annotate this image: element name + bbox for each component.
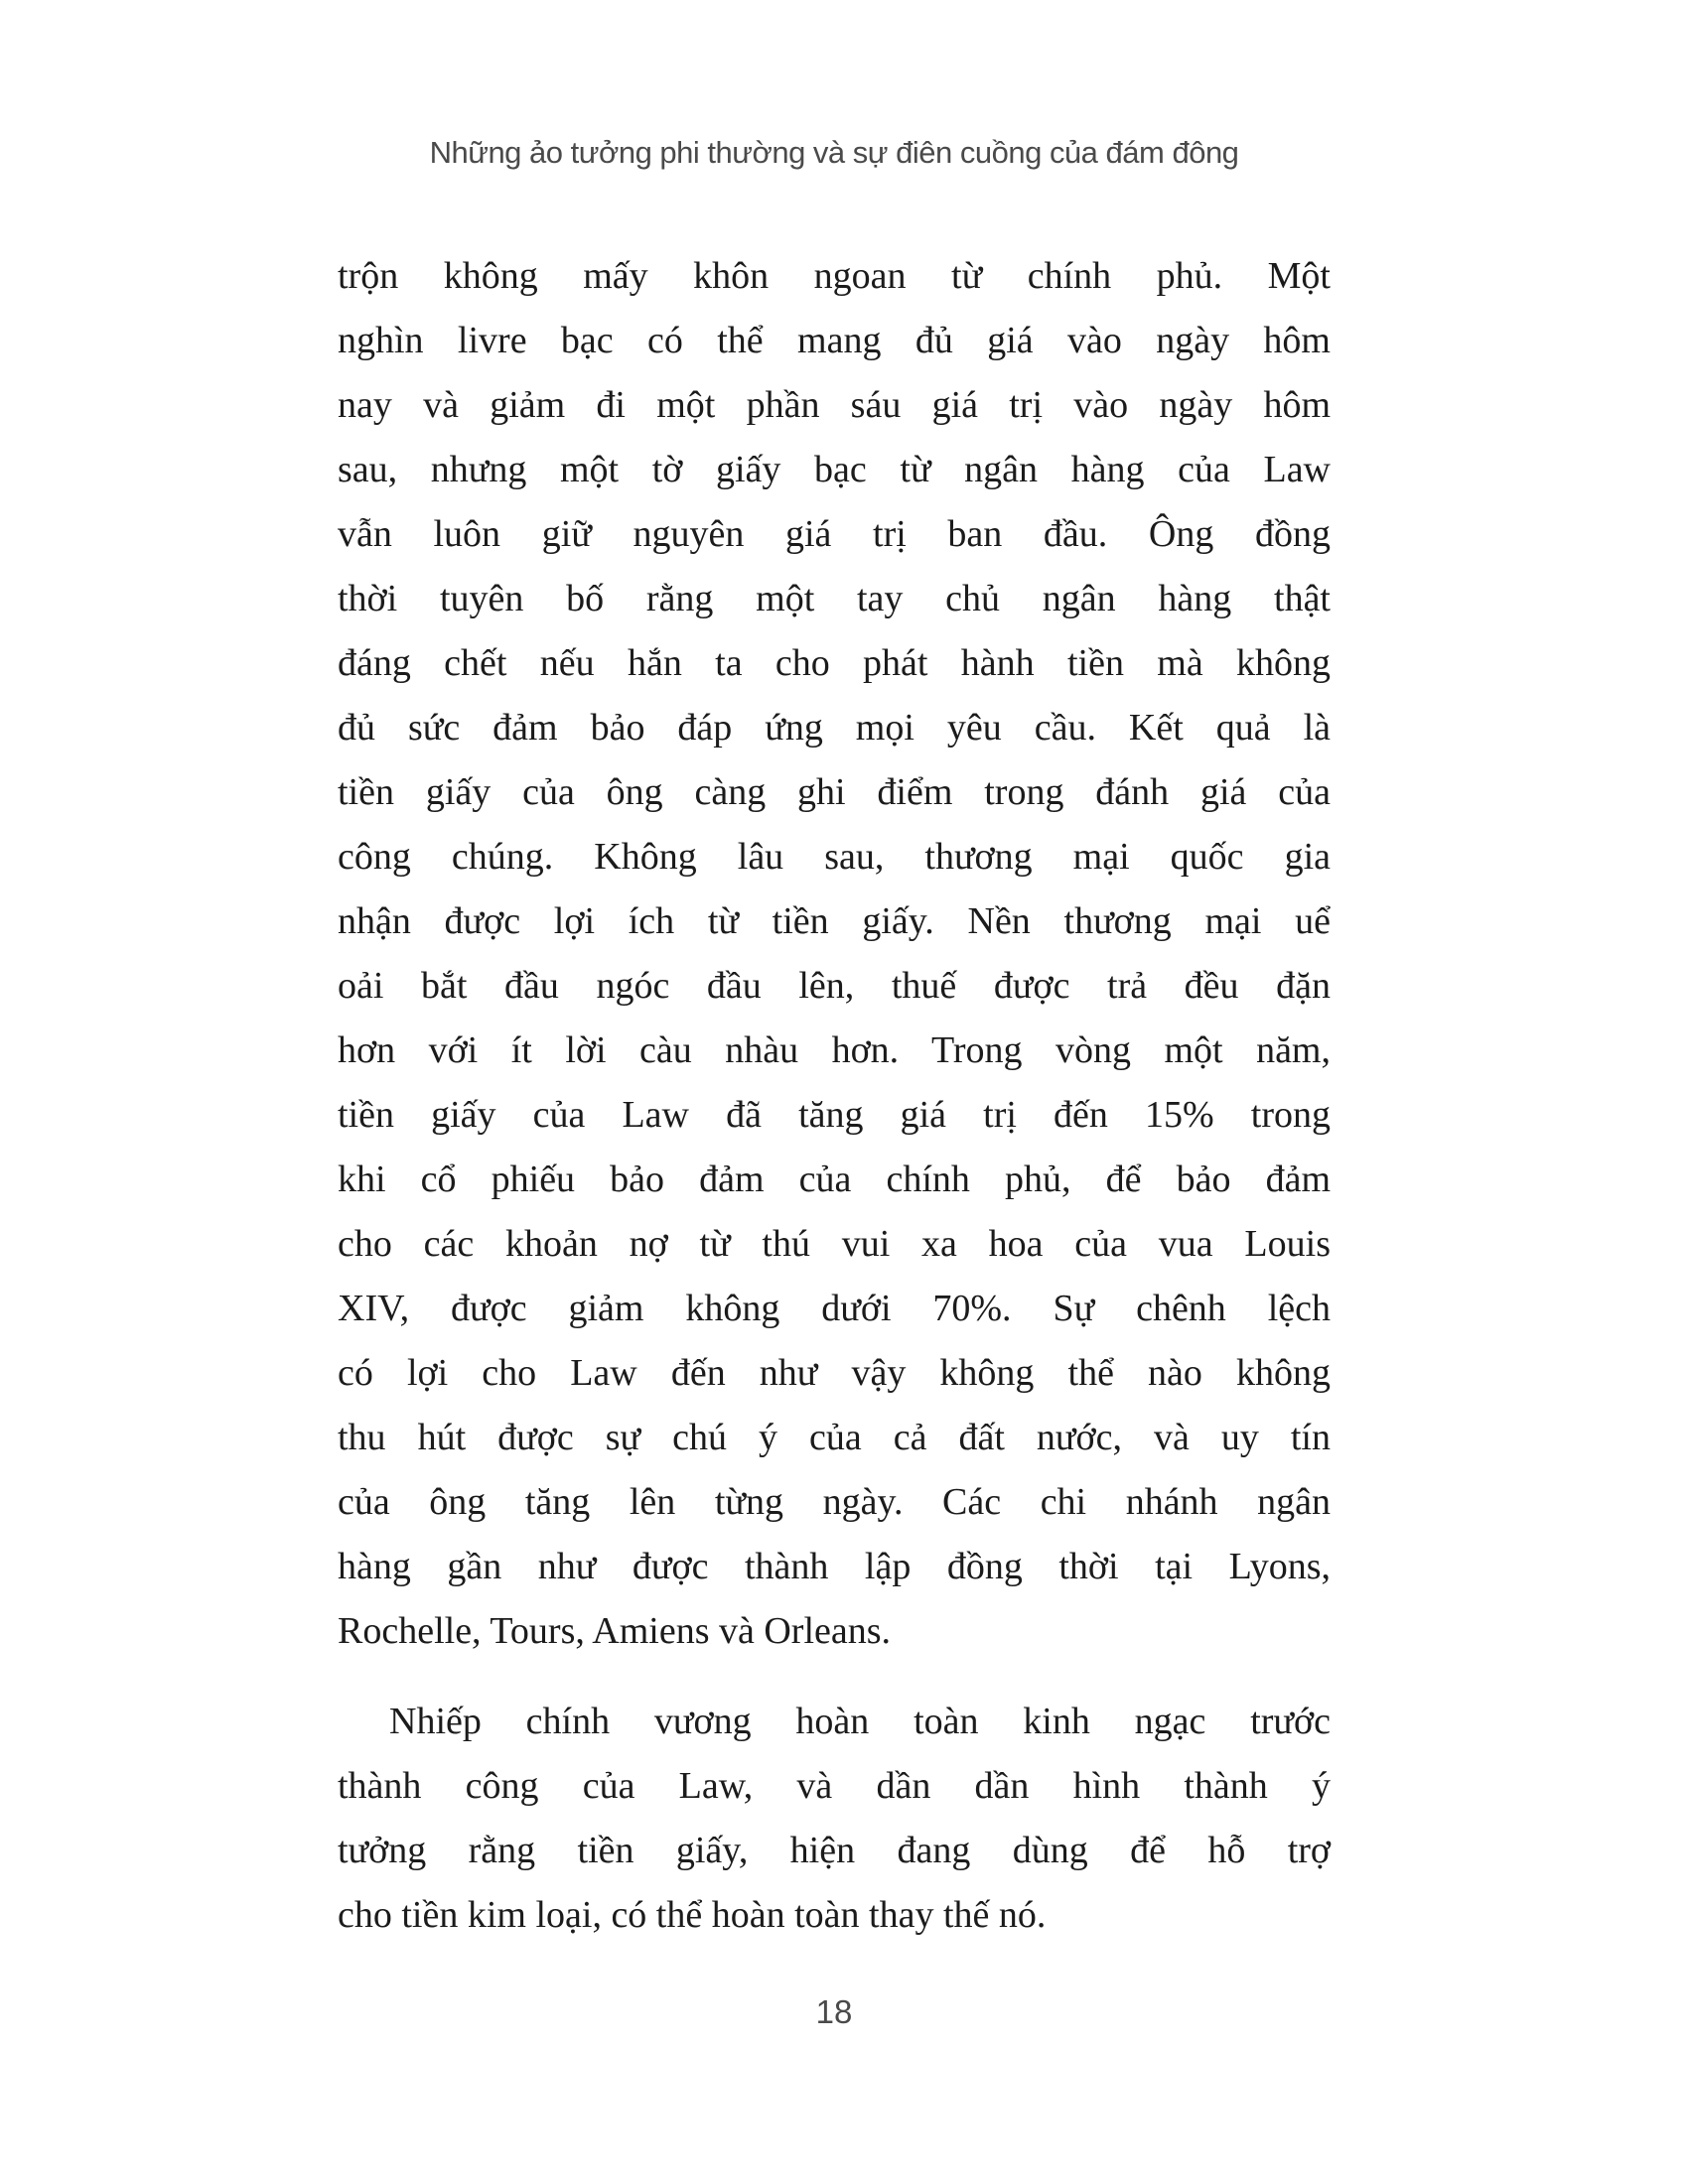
text-line: XIV, được giảm không dưới 70%. Sự chênh lệch — [338, 1288, 1331, 1329]
paragraph — [338, 1690, 1331, 1948]
text-line: vẫn luôn giữ nguyên giá trị ban đầu. Ông đồng — [338, 513, 1331, 555]
text-line: đáng chết nếu hắn ta cho phát hành tiền mà không — [338, 642, 1331, 684]
text-line: oải bắt đầu ngóc đầu lên, thuế được trả đều đặn — [338, 965, 1331, 1007]
text-line: hàng gần như được thành lập đồng thời tại Lyons, — [338, 1546, 1331, 1587]
text-line: Nhiếp chính vương hoàn toàn kinh ngạc trước — [389, 1701, 1331, 1742]
text-line: tưởng rằng tiền giấy, hiện đang dùng để hỗ trợ — [338, 1830, 1331, 1871]
running-header-title: Những ảo tưởng phi thường và sự điên cuồng của đám đông — [429, 135, 1239, 170]
text-line: khi cổ phiếu bảo đảm của chính phủ, để bảo đảm — [338, 1159, 1331, 1200]
text-line: tiền giấy của Law đã tăng giá trị đến 15% trong — [338, 1094, 1331, 1136]
text-line: công chúng. Không lâu sau, thương mại quốc gia — [338, 836, 1331, 878]
text-line: thời tuyên bố rằng một tay chủ ngân hàng thật — [338, 578, 1331, 619]
text-line: trộn không mấy khôn ngoan từ chính phủ. Một — [338, 255, 1331, 297]
text-line: tiền giấy của ông càng ghi điểm trong đánh giá của — [338, 771, 1331, 813]
text-line: hơn với ít lời càu nhàu hơn. Trong vòng một năm, — [338, 1029, 1331, 1071]
text-line: Rochelle, Tours, Amiens và Orleans. — [338, 1610, 892, 1652]
text-line: thu hút được sự chú ý của cả đất nước, và uy tín — [338, 1417, 1331, 1458]
text-line: cho tiền kim loại, có thể hoàn toàn thay thế nó. — [338, 1894, 1047, 1936]
body-text — [338, 244, 1331, 1948]
text-line: đủ sức đảm bảo đáp ứng mọi yêu cầu. Kết quả là — [338, 707, 1331, 749]
text-line: nghìn livre bạc có thể mang đủ giá vào ngày hôm — [338, 320, 1331, 361]
text-line: sau, nhưng một tờ giấy bạc từ ngân hàng của Law — [338, 449, 1331, 490]
text-line: cho các khoản nợ từ thú vui xa hoa của vua Louis — [338, 1223, 1331, 1265]
text-line: có lợi cho Law đến như vậy không thể nào không — [338, 1352, 1331, 1394]
paragraph — [338, 244, 1331, 1664]
text-line: của ông tăng lên từng ngày. Các chi nhánh ngân — [338, 1481, 1331, 1523]
text-line: nhận được lợi ích từ tiền giấy. Nền thương mại uể — [338, 900, 1331, 942]
page-number: 18 — [815, 1993, 853, 2030]
text-line: thành công của Law, và dần dần hình thành ý — [338, 1765, 1331, 1807]
text-line: nay và giảm đi một phần sáu giá trị vào ngày hôm — [338, 384, 1331, 426]
